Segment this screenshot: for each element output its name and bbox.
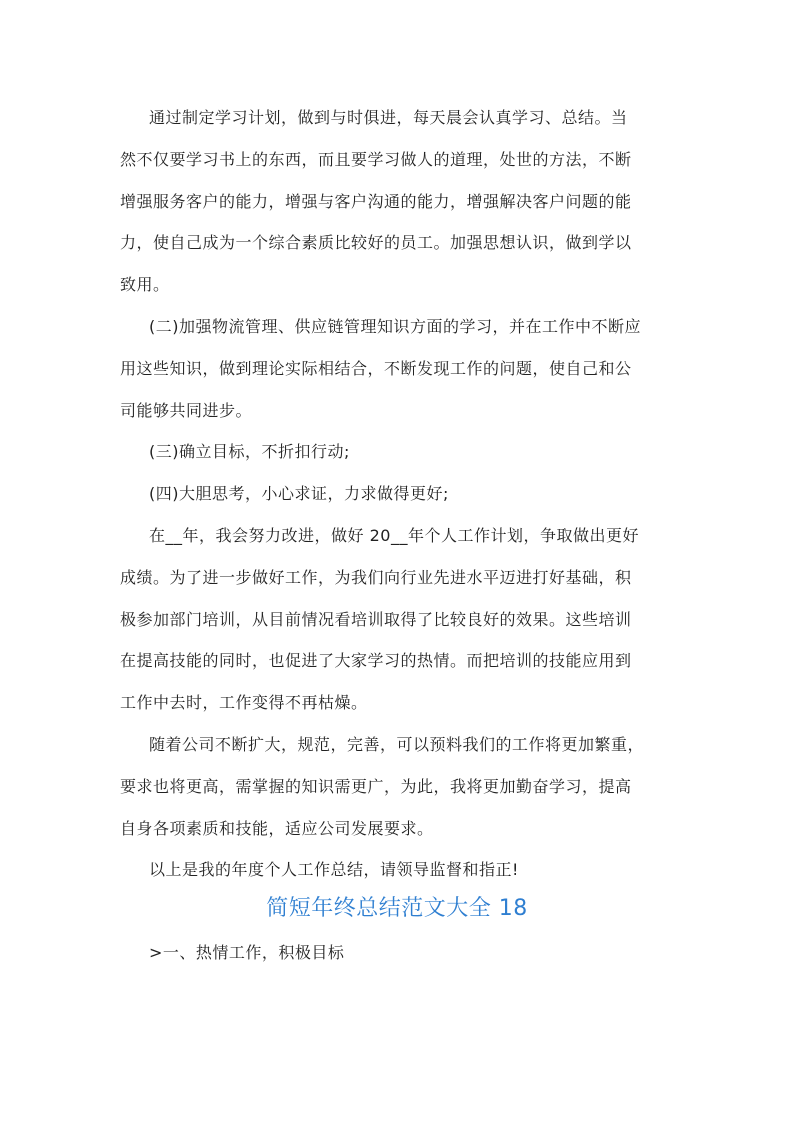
paragraph-improvement-plan bbox=[120, 515, 680, 724]
text-line: (二)加强物流管理、供应链管理知识方面的学习，并在工作中不断应 bbox=[149, 317, 641, 336]
paragraph-study-plan bbox=[120, 97, 680, 306]
text-line: (三)确立目标，不折扣行动; bbox=[149, 442, 350, 461]
paragraph-company-growth bbox=[120, 724, 680, 849]
text-line: (四)大胆思考，小心求证，力求做得更好; bbox=[149, 484, 449, 503]
text-line: 然不仅要学习书上的东西，而且要学习做人的道理，处世的方法，不断 bbox=[120, 149, 632, 169]
text-line: 极参加部门培训，从目前情况看培训取得了比较良好的效果。这些培训 bbox=[120, 609, 632, 629]
text-line: 自身各项素质和技能，适应公司发展要求。 bbox=[120, 818, 434, 838]
text-line: 通过制定学习计划，做到与时俱进，每天晨会认真学习、总结。当 bbox=[149, 108, 628, 127]
section-heading: 简短年终总结范文大全 18 bbox=[266, 896, 528, 921]
text-line: 致用。 bbox=[120, 275, 170, 295]
text-line: 在__年，我会努力改进，做好 20__年个人工作计划，争取做出更好 bbox=[149, 526, 639, 545]
text-line: 司能够共同进步。 bbox=[120, 400, 253, 420]
text-line: 用这些知识，做到理论实际相结合，不断发现工作的问题，使自己和公 bbox=[120, 358, 632, 378]
paragraph-closing bbox=[120, 849, 680, 891]
text-line: 增强服务客户的能力，增强与客户沟通的能力，增强解决客户问题的能 bbox=[120, 191, 632, 211]
text-line: 以上是我的年度个人工作总结，请领导监督和指正! bbox=[149, 860, 519, 879]
text-line: 随着公司不断扩大，规范，完善，可以预料我们的工作将更加繁重， bbox=[149, 735, 645, 754]
subsection-title: >一、热情工作，积极目标 bbox=[149, 943, 345, 962]
text-line: 力，使自己成为一个综合素质比较好的员工。加强思想认识，做到学以 bbox=[120, 233, 632, 253]
subsection-item bbox=[120, 932, 680, 974]
paragraph-set-goals bbox=[120, 431, 680, 473]
text-line: 成绩。为了进一步做好工作，为我们向行业先进水平迈进打好基础，积 bbox=[120, 567, 632, 587]
paragraph-bold-thinking bbox=[120, 473, 680, 515]
paragraph-logistics-learning bbox=[120, 306, 680, 431]
text-line: 工作中去时，工作变得不再枯燥。 bbox=[120, 693, 368, 713]
text-line: 在提高技能的同时，也促进了大家学习的热情。而把培训的技能应用到 bbox=[120, 651, 632, 671]
text-line: 要求也将更高，需掌握的知识需更广，为此，我将更加勤奋学习，提高 bbox=[120, 776, 632, 796]
